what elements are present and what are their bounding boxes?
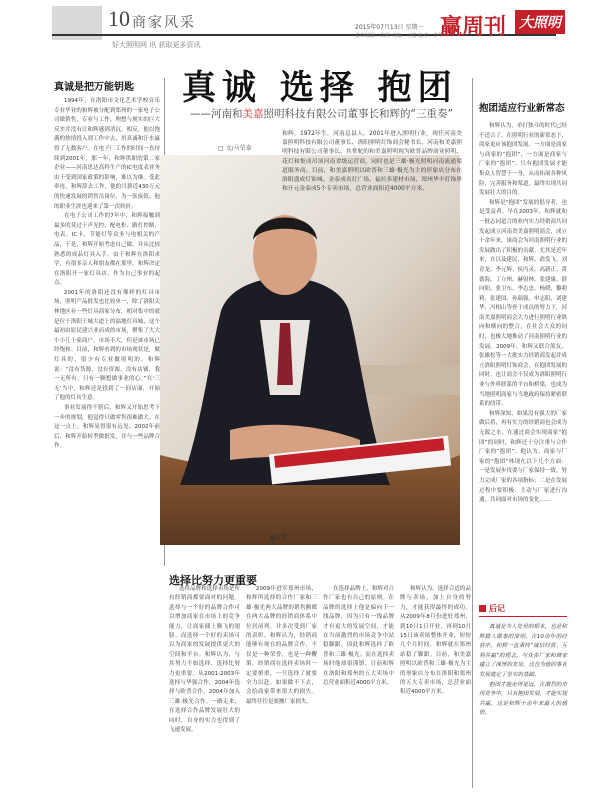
article-lead (282, 130, 462, 194)
brand-subtitle: 大照明 (515, 10, 565, 34)
portrait-photo (160, 155, 460, 545)
side-paragraph: 在电子公司工作的7年中，和辉接触到最多的莫过于声光控、配电柜、路灯控制、电表、IC卡、节能灯等众多与电相关的产品，于是，和辉开始考虑自己做，并从比较熟悉的成品灯具入手。由于和辉在洛阳求学，有很多亲人和朋友都在那里，和辉决定在洛阳开一家灯具店，作为自己事业的起点。 (54, 213, 160, 287)
bottom-column (400, 585, 471, 790)
section-name: 商家风采 (132, 15, 196, 31)
portrait-image (160, 155, 460, 545)
photo-caption: ▲和辉 (270, 534, 287, 541)
page-number: 10 (108, 6, 130, 31)
postscript-body (479, 623, 567, 719)
postscript-title (479, 603, 567, 617)
side-paragraph: 2001年的洛阳还没有像样的灯具市场，照明产品批发也比较单一，除了洛阳关林地区有一些灯具商家分布，相对集中的就是位于洛阳王城大道上的福地灯具城，这个最初由原民建兴业而成的市场，聚集了大大小小几十家商户，市场不大，但是该市场已经饱和。目前，和辉看到的市场现状是，做灯具的，很少有专业做照明的。和辉说：“没有货源，没有资源，没有店铺，我一无所有，只有一颗想做事业的心。”在‘三无’当中，和辉还是找到了一间店面，开始了他的灯具生意。 (54, 289, 160, 402)
article-headline: 真诚 选择 抱团 (182, 68, 458, 108)
square-bullet-icon (479, 605, 486, 612)
postscript-title-text: 后记 (489, 604, 505, 613)
issue-date: 2015年07月13日 星期一 (355, 24, 424, 31)
bottom-column (323, 585, 394, 790)
bottom-columns (169, 585, 471, 790)
side-paragraph: 1994年，在洛阳市文化艺术学校音乐专业毕业的和辉被分配到郑州的一家电子公司做销售，专业与工作、理想与现实的巨大反差并没有让和辉感到消沉，相反，他以饱满的热情投入到工作中去，用真诚和汗水赢得了无数客户。在电子厂工作的时间一直持续到2001年，那一年，和辉供职的第二家企业——河南思达高科生产的IC电度表业务由于受到国家政策的影响，难以为继。受此牵连，和辉辞去工作，他的月薪近430万元的快速发展的销售员岗位，为一张废纸。他的职业生涯也迎来了第一次转折。 (54, 98, 160, 210)
bottom-column (169, 585, 240, 790)
subheadline-suffix: 照明科技有限公司董事长和辉的“三重奏” (263, 108, 453, 120)
subheadline-highlight: 美嘉 (242, 108, 264, 120)
right-body (479, 122, 567, 506)
header-slogan: 好大照明网 讯 获取更多资讯 (112, 41, 201, 49)
bottom-paragraph: 在选择品牌上，和辉对合作厂家也有自己的原则。在品牌的选择上他是偏向于一线品牌，因为只有一线品牌才有更大的发展空间，才能在当前激烈的市场竞争中站稳脚跟，因此和辉选择了欧普和三雄·极光；而在选择卖场时他却很谨慎。目前和辉在洛阳和郑州的五大卖场中总营业面积近4000平方米。 (323, 586, 394, 687)
postscript-paragraph: 抱团才能走得更远，在激烈的市场竞争中，只有抱团发展，才能实现共赢，这是和辉十余年来最大的感悟。 (479, 681, 568, 717)
side-title: 真诚是把万能钥匙 (54, 82, 134, 93)
postscript (479, 603, 567, 719)
bottom-paragraph: 选择品牌和选择卖场是所有经销商都要面对的问题。选择与一个好的品牌合作可以增加商家在市场上的竞争能力，让商家插上腾飞的翅膀。而选择一个好的卖场可以为商家的发展提供更大的空间和平台。和辉认为，与其努力不如选择，选择比努力更重要。从2001-2003年选择与华强合作，2004年选择与欧普合作，2004年加入三雄·极光合作。一路走来，在选择合作品牌发展壮大的同时，自身的实力也得到了飞速发展。 (169, 586, 240, 734)
lead-text: 和辉，1972年生，河南息县人，2001年进入照明行业，现任河南美嘉照明科技有限公司董事长、洛阳照明灯饰商会秘书长、河南和美嘉照明科技有限公司董事长。其掌舵的和美嘉照明现为欧普品牌商业照明、花灯和集成吊顶河南省级运营商，同时也是三雄·极光照明河南流通渠道服务商。目前，和美嘉照明以欧普和三雄·极光为主的形象店分布在洛阳盛成灯饰城、金泰成名灯广场、福拉多建材市场、郑州华丰灯饰界和开元金泰成5个专卖市场，总营业面积近4000平方米。 (282, 131, 462, 193)
column-divider (472, 78, 473, 788)
right-paragraph: 和辉认为，单打独斗的时代已经不适合了，在照明行业的新常态下，商家更应该抱团发展。一方面是商家与商家的“抱团”，一方面是商家与厂家的“抱团”。只有抱团发展才能集众人智慧于一身，从而拓展各种风险，完善服务和渠道，最终实现共同发展壮大的目的。 (479, 123, 568, 197)
bottom-paragraph: 2009年进军郑州市场，和辉所选择的合作厂家和三雄·极光两大品牌的销售额都在两大品牌的经销商体系中位居前列。并多次受到厂家的表彰。和辉认为，经销商能够有现在的品牌合作，不仅是一种荣誉，也是一种鞭策。经销商在选择卖场时一定要慎重，一旦选择了就要全力以赴，如果做不下去，会给商家带来很大的损失。最终往往是要搬厂家损失。 (246, 586, 317, 705)
bottom-paragraph: 和辉认为，选择合适的品牌与卖场，加上自身的努力，才能获得最终的成功。从2009年8月份进驻郑州，到10月1日开业，再到10月15日该卖场整体开业，短短几个月时间，和辉就在郑州站稳了脚跟。目前，和美嘉照明以欧普和三雄·极光为主的形象店分布在洛阳和郑州的五大专卖市场，总营业面积近4000平方米。 (400, 586, 471, 696)
article-subheadline (190, 106, 453, 121)
side-paragraph: 事业发展得不错后，和辉又开始思考下一步的规划，他觉得只做零售很难做大。在这一点上，和辉显得很有远见。2002年前后，和辉开始转型做批发，并与一些品牌合作。 (54, 405, 160, 450)
bottom-column (246, 585, 317, 790)
side-body (54, 97, 160, 452)
editors-credit: 责任编辑：朱明 美编：王娜 校对：李华 (355, 33, 444, 39)
right-column (479, 100, 567, 506)
right-title: 抱团适应行业新常态 (479, 103, 565, 114)
bottom-section-title: 选择比努力更重要 (169, 574, 257, 587)
right-paragraph: 和辉深知，如果没有强大的厂家做后盾，再有实力的经销商也会成为无源之水。在通过商会实现商家“抱团”的同时，和辉还十分注重与合作厂家的“抱团”。他认为，商家与厂家的“抱团”体现在以下几个方面：一是发展步伐要与厂家保持一致，努力完成厂家的各项指标；二是在发展过程中要积极、主动与厂家进行沟通，共同面对市场的变化…… (479, 410, 568, 504)
brand-title: 赢周刊 (440, 14, 507, 40)
postscript-paragraph: 真诚是为人处世的根本，也是和辉做人做事的准则。在10余年的经营中，和辉一直秉持“诚信经营、互利共赢”的理念，与众多厂家和商家建立了深厚的友谊，这也为他的事业发展奠定了坚实的基础。 (479, 624, 568, 678)
right-paragraph: 和辉是“抱团”发展的倡导者，也是受益者。早在2003年，和辉就和一批志同道合的业内实力经销商共同发起成立河南省美嘉照明商会，成立十余年来，该商会为河南照明行业的发展做出了积极的贡献。尤其是近年来，在以及建民、和辉、俞发飞、刘青龙、李元辉、侯丙灵、高新正、黄德海、丁立州、赫射林、张建康、薛向阳、张卫东、李志忠、杨晓、黎莉莉、张建国、孙瑞强、申志阳、刘建华、冯相山等骨干成员的努力下，河南美嘉照明商会大力进行照明行业纵向和横向的整合，在社会大众的同时，也极大地推动了河南照明行业的发展。2009年，和辉又联合熊友、张雄松等一大批实力经销商发起并成立洛阳照明灯饰商会，在抱团发展的同时，也让商会不仅成为洛阳照明行业与外界联系的平台和桥梁，也成为当地照明商家与当地政府保持紧密联系的纽带。 (479, 199, 568, 408)
side-column (54, 78, 160, 452)
subheadline-prefix: ——河南和 (190, 108, 243, 120)
page-header (0, 0, 606, 58)
article-author: □ 文/马荣泰 (218, 145, 252, 152)
